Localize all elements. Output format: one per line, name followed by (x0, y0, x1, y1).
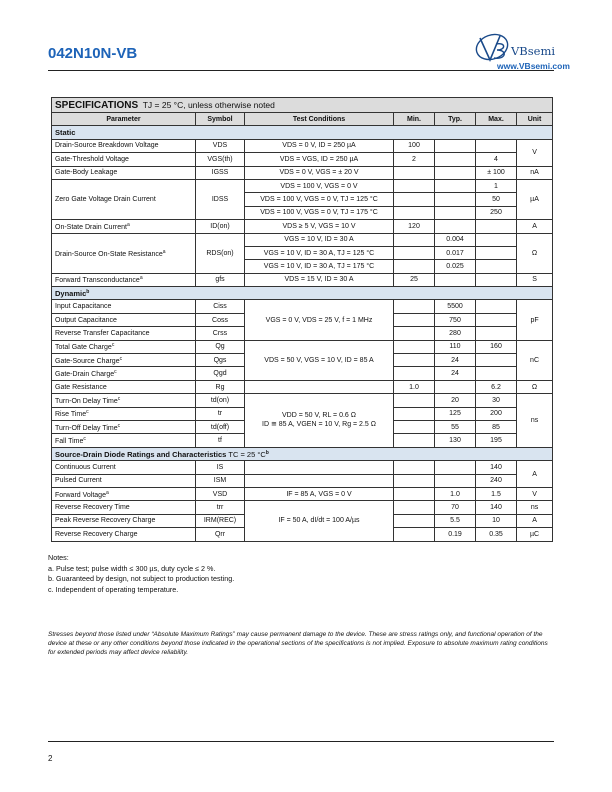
table-row: Reverse Transfer Capacitance Crss 280 (52, 327, 553, 340)
table-row: Gate-Source Charge$^c$ Qgs 24 (52, 354, 553, 367)
table-row: Peak Reverse Recovery Charge IRM(REC) 5.5 10 A (52, 514, 553, 527)
footer-rule (48, 741, 554, 742)
table-row: Turn-On Delay Time$^c$ td(on) VDD = 50 V, RL = 0.6 Ω ID ≅ 85 A, VGEN = 10 V, Rg = 2.5 Ω 20 30 ns (52, 394, 553, 407)
section-static: Static (52, 126, 553, 139)
disclaimer: Stresses beyond those listed under “Absolute Maximum Ratings” may cause permanent damage to the device. These are stress ratings only, and functional operation of the device at these or any other conditions beyond those indicated in the operational sections of the specifications is not implied. Exposure to absolute maximum rating conditions for extended periods may affect device reliability. (48, 631, 548, 656)
table-row: Fall Time$^c$ tf 130 195 (52, 434, 553, 447)
table-row: Pulsed Current ISM 240 (52, 474, 553, 487)
table-row: Gate-Threshold Voltage VGS(th) VDS = VGS, ID = 250 µA 2 4 (52, 153, 553, 166)
notes: Notes: a. Pulse test; pulse width ≤ 300 µs, duty cycle ≤ 2 %. b. Guaranteed by design, not subject to production testing. c. Independent of operating temperature. (48, 553, 235, 594)
table-row: Continuous Current IS 140 A (52, 461, 553, 474)
table-row: Reverse Recovery Charge Qrr 0.19 0.35 µC (52, 528, 553, 541)
table-row: Turn-Off Delay Time$^c$ td(off) 55 85 (52, 420, 553, 433)
table-row: Reverse Recovery Time trr IF = 50 A, dI/dt = 100 A/µs 70 140 ns (52, 501, 553, 514)
table-row: VDS = 100 V, VGS = 0 V, TJ = 125 °C 50 (52, 193, 553, 206)
table-row: VGS = 10 V, ID = 30 A, TJ = 125 °C 0.017 (52, 246, 553, 259)
brand-name: VBsemi (511, 44, 556, 58)
table-row: Gate-Body Leakage IGSS VDS = 0 V, VGS = ± 20 V ± 100 nA (52, 166, 553, 179)
section-dynamic: Dynamic$^b$ (52, 287, 553, 300)
table-row: Zero Gate Voltage Drain Current IDSS VDS = 100 V, VGS = 0 V 1 µA (52, 179, 553, 192)
header-rule (48, 70, 554, 71)
specifications-table (51, 97, 552, 542)
website-url[interactable]: www.VBsemi.com (497, 61, 570, 71)
table-row: Output Capacitance Coss 750 (52, 313, 553, 326)
section-source-drain: Source-Drain Diode Ratings and Characteristics TC = 25 $^\circ C^b$ (52, 447, 553, 460)
table-row: Drain-Source Breakdown Voltage VDS VDS = 0 V, ID = 250 µA 100 V (52, 139, 553, 152)
table-row: Total Gate Charge$^c$ Qg VDS = 50 V, VGS = 10 V, ID = 85 A 110 160 nC (52, 340, 553, 353)
table-row: On-State Drain Current$^a$ ID(on) VDS ≥ 5 V, VGS = 10 V 120 A (52, 220, 553, 233)
table-row: VDS = 100 V, VGS = 0 V, TJ = 175 °C 250 (52, 206, 553, 219)
part-number: 042N10N-VB (48, 45, 138, 62)
page-number: 2 (48, 754, 53, 763)
table-row: Drain-Source On-State Resistance$^a$ RDS(on) VGS = 10 V, ID = 30 A 0.004 Ω (52, 233, 553, 246)
table-row: Forward Transconductance$^a$ gfs VDS = 15 V, ID = 30 A 25 S (52, 273, 553, 286)
table-row: Input Capacitance Ciss VGS = 0 V, VDS = 25 V, f = 1 MHz 5500 pF (52, 300, 553, 313)
table-row: Gate-Drain Charge$^c$ Qgd 24 (52, 367, 553, 380)
table-row: VGS = 10 V, ID = 30 A, TJ = 175 °C 0.025 (52, 260, 553, 273)
column-headers: Parameter Symbol Test Conditions Min. Typ. Max. Unit (52, 113, 553, 126)
table-title: SPECIFICATIONS TJ = 25 °C, unless otherwise noted (52, 98, 553, 113)
table-row: Forward Voltage$^a$ VSD IF = 85 A, VGS = 0 V 1.0 1.5 V (52, 487, 553, 500)
table-row: Rise Time$^c$ tr 125 200 (52, 407, 553, 420)
table-row: Gate Resistance Rg 1.0 6.2 Ω (52, 380, 553, 393)
